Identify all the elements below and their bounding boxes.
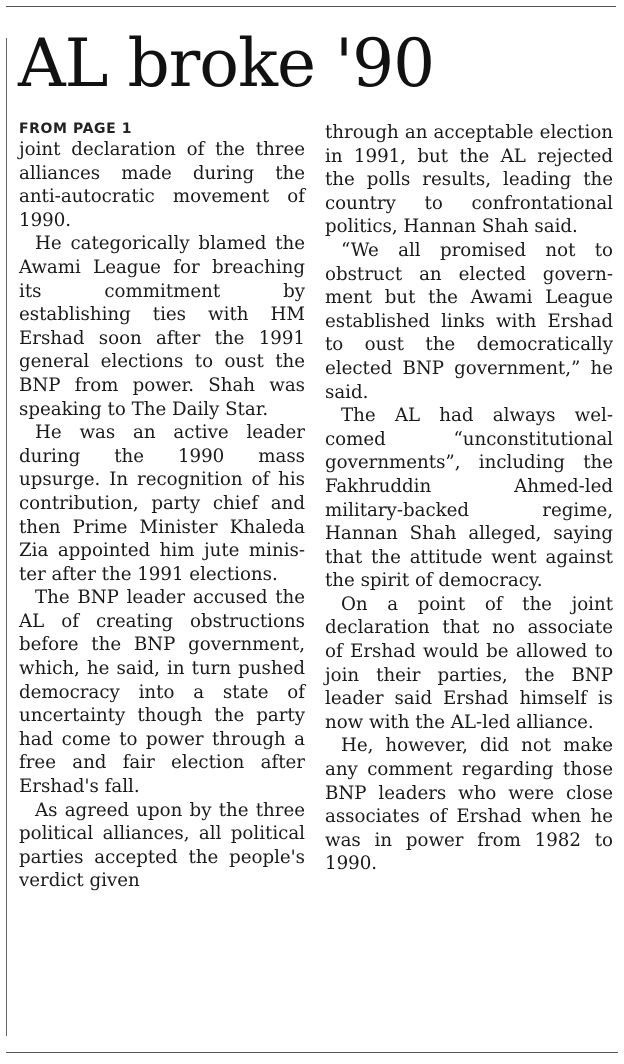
paragraph: joint declaration of the three alliances made during the anti-autocratic movement of 1990. [19, 139, 305, 231]
article-column-right [325, 121, 613, 876]
paragraph: On a point of the joint declaration that no associate of Ershad would be allowed to join their parties, the BNP leader said Ershad himself is now with the AL-led alliance. [325, 593, 613, 733]
paragraph: “We all promised not to obstruct an elected government but the Awami League established links with Ershad to oust the democratically elected BNP government,” he said. [325, 239, 613, 403]
paragraph: He was an active leader during the 1990 mass upsurge. In recognition of his contribution, party chief and then Prime Minister Khaleda Zia appointed him jute minister after the 1991 elections. [19, 422, 305, 585]
paragraph: The BNP leader accused the AL of creating obstructions before the BNP government, which, he said, in turn pushed democracy into a state of uncertainty though the party had come to power through a free and fair election after Ershad's fall. [19, 587, 305, 798]
paragraph: through an acceptable election in 1991, but the AL rejected the polls results, leading the country to confrontational politics, Hannan Shah said. [325, 122, 613, 238]
paragraph: He categorically blamed the Awami League for breaching its commitment by establishing ties with HM Ershad soon after the 1991 general elections to oust the BNP from power. Shah was speaking to The Daily Star. [19, 233, 305, 420]
article-column-left [19, 120, 305, 893]
paragraph: The AL had always welcomed “unconstitutional governments”, including the Fakhruddin Ahmed-led military-backed regime, Hannan Shah alleged, saying that the attitude went against the spirit of democracy. [325, 405, 613, 592]
top-rule [6, 6, 616, 7]
bottom-rule [6, 1052, 618, 1053]
left-column-rule [6, 38, 7, 1036]
paragraph: He, however, did not make any comment regarding those BNP leaders who were close associates of Ershad when he was in power from 1982 to 1990. [325, 735, 613, 875]
headline: AL broke '90 [18, 25, 435, 102]
paragraph: As agreed upon by the three political alliances, all political parties accepted the people's verdict given [19, 799, 305, 892]
jump-label: FROM PAGE 1 [19, 121, 133, 137]
